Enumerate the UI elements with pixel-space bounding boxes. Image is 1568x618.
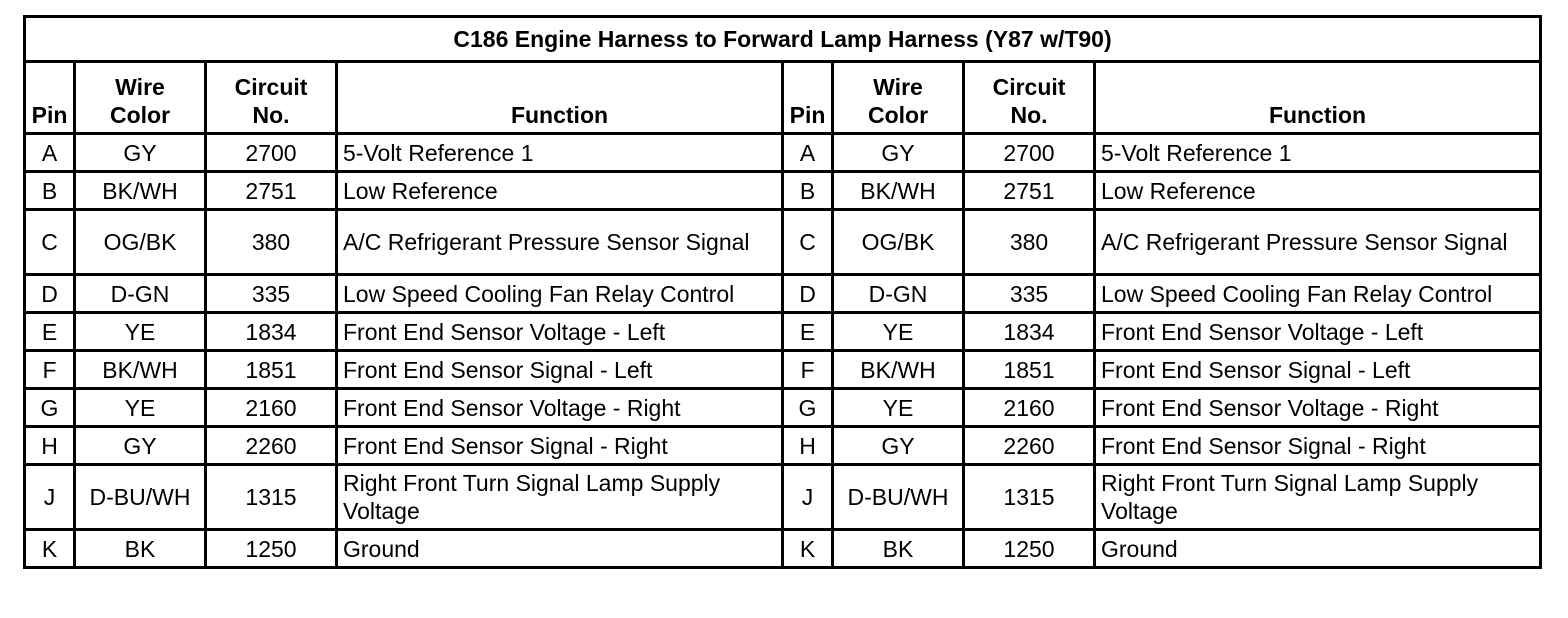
function-cell: Ground (337, 530, 783, 568)
pin-cell: H (25, 427, 75, 465)
pin-cell: D (25, 275, 75, 313)
circuit-cell: 2260 (964, 427, 1095, 465)
circuit-cell: 335 (206, 275, 337, 313)
wire-color-cell: GY (833, 427, 964, 465)
function-cell: Front End Sensor Signal - Right (337, 427, 783, 465)
function-cell: Low Speed Cooling Fan Relay Control (337, 275, 783, 313)
function-cell: Front End Sensor Voltage - Left (1095, 313, 1541, 351)
wire-color-cell: D-GN (75, 275, 206, 313)
table-row (25, 351, 1541, 389)
function-cell: Right Front Turn Signal Lamp Supply Voltage (337, 465, 783, 530)
wire-color-cell: D-BU/WH (833, 465, 964, 530)
wire-color-cell: BK/WH (833, 351, 964, 389)
function-cell: Low Reference (337, 172, 783, 210)
circuit-cell: 2751 (964, 172, 1095, 210)
wire-color-header-line-1: Wire (115, 74, 165, 100)
table-row (25, 172, 1541, 210)
circuit-header-line-1: Circuit (992, 74, 1066, 100)
table-title: C186 Engine Harness to Forward Lamp Harness (Y87 w/T90) (25, 17, 1541, 62)
function-cell: Right Front Turn Signal Lamp Supply Voltage (1095, 465, 1541, 530)
wire-color-cell: BK/WH (75, 351, 206, 389)
wire-color-cell: BK/WH (833, 172, 964, 210)
pin-cell: H (783, 427, 833, 465)
wire-color-cell: YE (75, 313, 206, 351)
circuit-cell: 1315 (964, 465, 1095, 530)
pin-cell: J (783, 465, 833, 530)
table-row (25, 465, 1541, 530)
function-cell: A/C Refrigerant Pressure Sensor Signal (1095, 210, 1541, 275)
function-cell: A/C Refrigerant Pressure Sensor Signal (337, 210, 783, 275)
function-cell: Low Speed Cooling Fan Relay Control (1095, 275, 1541, 313)
circuit-header-line-2: No. (1010, 102, 1048, 128)
wire-color-cell: BK (833, 530, 964, 568)
circuit-cell: 2160 (964, 389, 1095, 427)
wire-color-cell: OG/BK (833, 210, 964, 275)
circuit-cell: 335 (964, 275, 1095, 313)
circuit-cell: 2260 (206, 427, 337, 465)
wire-color-cell: YE (75, 389, 206, 427)
circuit-cell: 1834 (964, 313, 1095, 351)
function-cell: Front End Sensor Signal - Left (1095, 351, 1541, 389)
function-cell: Front End Sensor Voltage - Right (337, 389, 783, 427)
pin-cell: B (25, 172, 75, 210)
wire-color-cell: GY (75, 427, 206, 465)
column-header-row (25, 62, 1541, 134)
pin-cell: F (783, 351, 833, 389)
circuit-cell: 1851 (964, 351, 1095, 389)
pin-cell: G (783, 389, 833, 427)
pin-cell: E (783, 313, 833, 351)
circuit-header (206, 62, 337, 134)
circuit-header (964, 62, 1095, 134)
pin-cell: K (783, 530, 833, 568)
wire-color-cell: BK/WH (75, 172, 206, 210)
wire-color-cell: GY (75, 134, 206, 172)
circuit-cell: 1315 (206, 465, 337, 530)
circuit-cell: 1250 (206, 530, 337, 568)
circuit-cell: 1250 (964, 530, 1095, 568)
function-cell: 5-Volt Reference 1 (337, 134, 783, 172)
wire-color-cell: D-BU/WH (75, 465, 206, 530)
function-cell: Front End Sensor Signal - Left (337, 351, 783, 389)
circuit-cell: 380 (964, 210, 1095, 275)
function-cell: Front End Sensor Signal - Right (1095, 427, 1541, 465)
table-row (25, 389, 1541, 427)
pin-cell: F (25, 351, 75, 389)
wire-color-header-line-2: Color (109, 102, 171, 128)
pin-cell: A (783, 134, 833, 172)
wire-color-header-line-1: Wire (873, 74, 923, 100)
circuit-cell: 2700 (206, 134, 337, 172)
wire-color-cell: YE (833, 313, 964, 351)
pin-header: Pin (783, 62, 833, 134)
pin-cell: A (25, 134, 75, 172)
pin-cell: C (25, 210, 75, 275)
circuit-cell: 2160 (206, 389, 337, 427)
wire-color-header (833, 62, 964, 134)
wire-color-cell: BK (75, 530, 206, 568)
function-cell: 5-Volt Reference 1 (1095, 134, 1541, 172)
circuit-cell: 1851 (206, 351, 337, 389)
pin-cell: C (783, 210, 833, 275)
function-header: Function (1095, 62, 1541, 134)
wire-color-cell: GY (833, 134, 964, 172)
pin-cell: G (25, 389, 75, 427)
circuit-header-line-2: No. (252, 102, 290, 128)
function-cell: Front End Sensor Voltage - Left (337, 313, 783, 351)
circuit-cell: 2700 (964, 134, 1095, 172)
function-cell: Low Reference (1095, 172, 1541, 210)
function-cell: Ground (1095, 530, 1541, 568)
function-header: Function (337, 62, 783, 134)
table-row (25, 313, 1541, 351)
wire-color-header (75, 62, 206, 134)
circuit-header-line-1: Circuit (234, 74, 308, 100)
table-row (25, 210, 1541, 275)
pin-cell: E (25, 313, 75, 351)
table-body (25, 134, 1541, 568)
circuit-cell: 380 (206, 210, 337, 275)
pin-cell: J (25, 465, 75, 530)
pin-cell: K (25, 530, 75, 568)
connector-pinout-table (23, 15, 1542, 569)
table-row (25, 275, 1541, 313)
table-row (25, 134, 1541, 172)
pin-cell: D (783, 275, 833, 313)
circuit-cell: 2751 (206, 172, 337, 210)
pin-cell: B (783, 172, 833, 210)
function-cell: Front End Sensor Voltage - Right (1095, 389, 1541, 427)
table-row (25, 427, 1541, 465)
pin-header: Pin (25, 62, 75, 134)
circuit-cell: 1834 (206, 313, 337, 351)
title-row (25, 17, 1541, 62)
wire-color-cell: D-GN (833, 275, 964, 313)
wire-color-cell: OG/BK (75, 210, 206, 275)
wire-color-cell: YE (833, 389, 964, 427)
table-row (25, 530, 1541, 568)
wire-color-header-line-2: Color (867, 102, 929, 128)
